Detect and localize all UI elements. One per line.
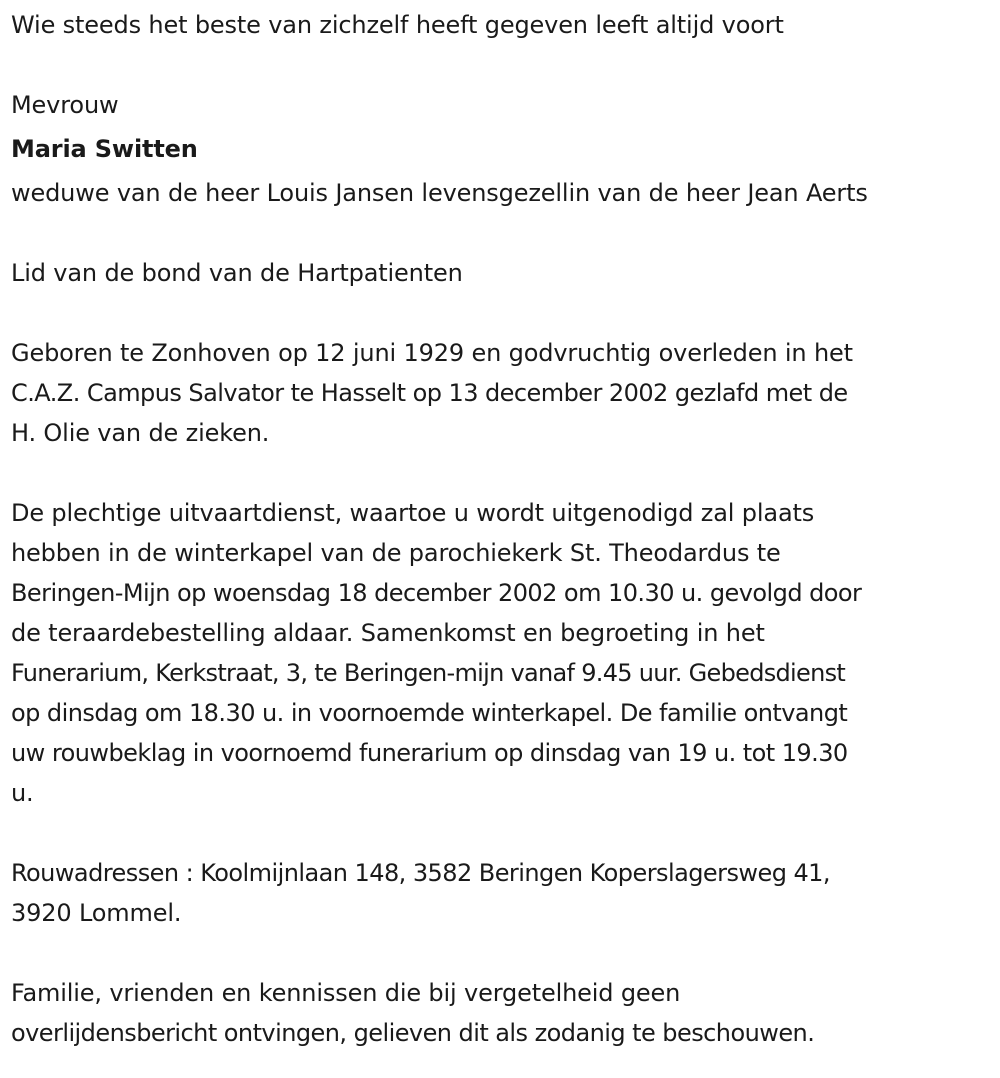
paragraph-line: uw rouwbeklag in voornoemd funerarium op dinsdag van 19 u. tot 19.30 [11,739,848,767]
spacer [11,213,996,253]
relation-line: weduwe van de heer Louis Jansen levensgezellin van de heer Jean Aerts [11,179,868,207]
funeral-paragraph [11,493,996,813]
membership-line: Lid van de bond van de Hartpatienten [11,259,463,287]
paragraph-line: 3920 Lommel. [11,899,182,927]
paragraph-line: u. [11,779,34,807]
spacer [11,813,996,853]
paragraph-line: Familie, vrienden en kennissen die bij vergetelheid geen [11,979,681,1007]
spacer [11,45,996,85]
paragraph-line: op dinsdag om 18.30 u. in voornoemde winterkapel. De familie ontvangt [11,699,848,727]
spacer [11,933,996,973]
spacer [11,293,996,333]
paragraph-line: overlijdensbericht ontvingen, gelieven dit als zodanig te beschouwen. [11,1019,815,1047]
paragraph-line: H. Olie van de zieken. [11,419,270,447]
spacer [11,453,996,493]
paragraph-line: de teraardebestelling aldaar. Samenkomst en begroeting in het [11,619,765,647]
addresses-paragraph [11,853,996,933]
birth-death-paragraph [11,333,996,453]
paragraph-line: Funerarium, Kerkstraat, 3, te Beringen-mijn vanaf 9.45 uur. Gebedsdienst [11,659,846,687]
title-prefix: Mevrouw [11,91,119,119]
paragraph-line: De plechtige uitvaartdienst, waartoe u wordt uitgenodigd zal plaats [11,499,815,527]
obituary-document [11,5,996,1053]
paragraph-line: C.A.Z. Campus Salvator te Hasselt op 13 december 2002 gezlafd met de [11,379,848,407]
motto: Wie steeds het beste van zichzelf heeft gegeven leeft altijd voort [11,11,784,39]
deceased-name: Maria Switten [11,135,198,163]
paragraph-line: hebben in de winterkapel van de parochiekerk St. Theodardus te [11,539,781,567]
paragraph-line: Rouwadressen : Koolmijnlaan 148, 3582 Beringen Koperslagersweg 41, [11,859,830,887]
paragraph-line: Beringen-Mijn op woensdag 18 december 2002 om 10.30 u. gevolgd door [11,579,862,607]
paragraph-line: Geboren te Zonhoven op 12 juni 1929 en godvruchtig overleden in het [11,339,853,367]
closing-paragraph [11,973,996,1053]
